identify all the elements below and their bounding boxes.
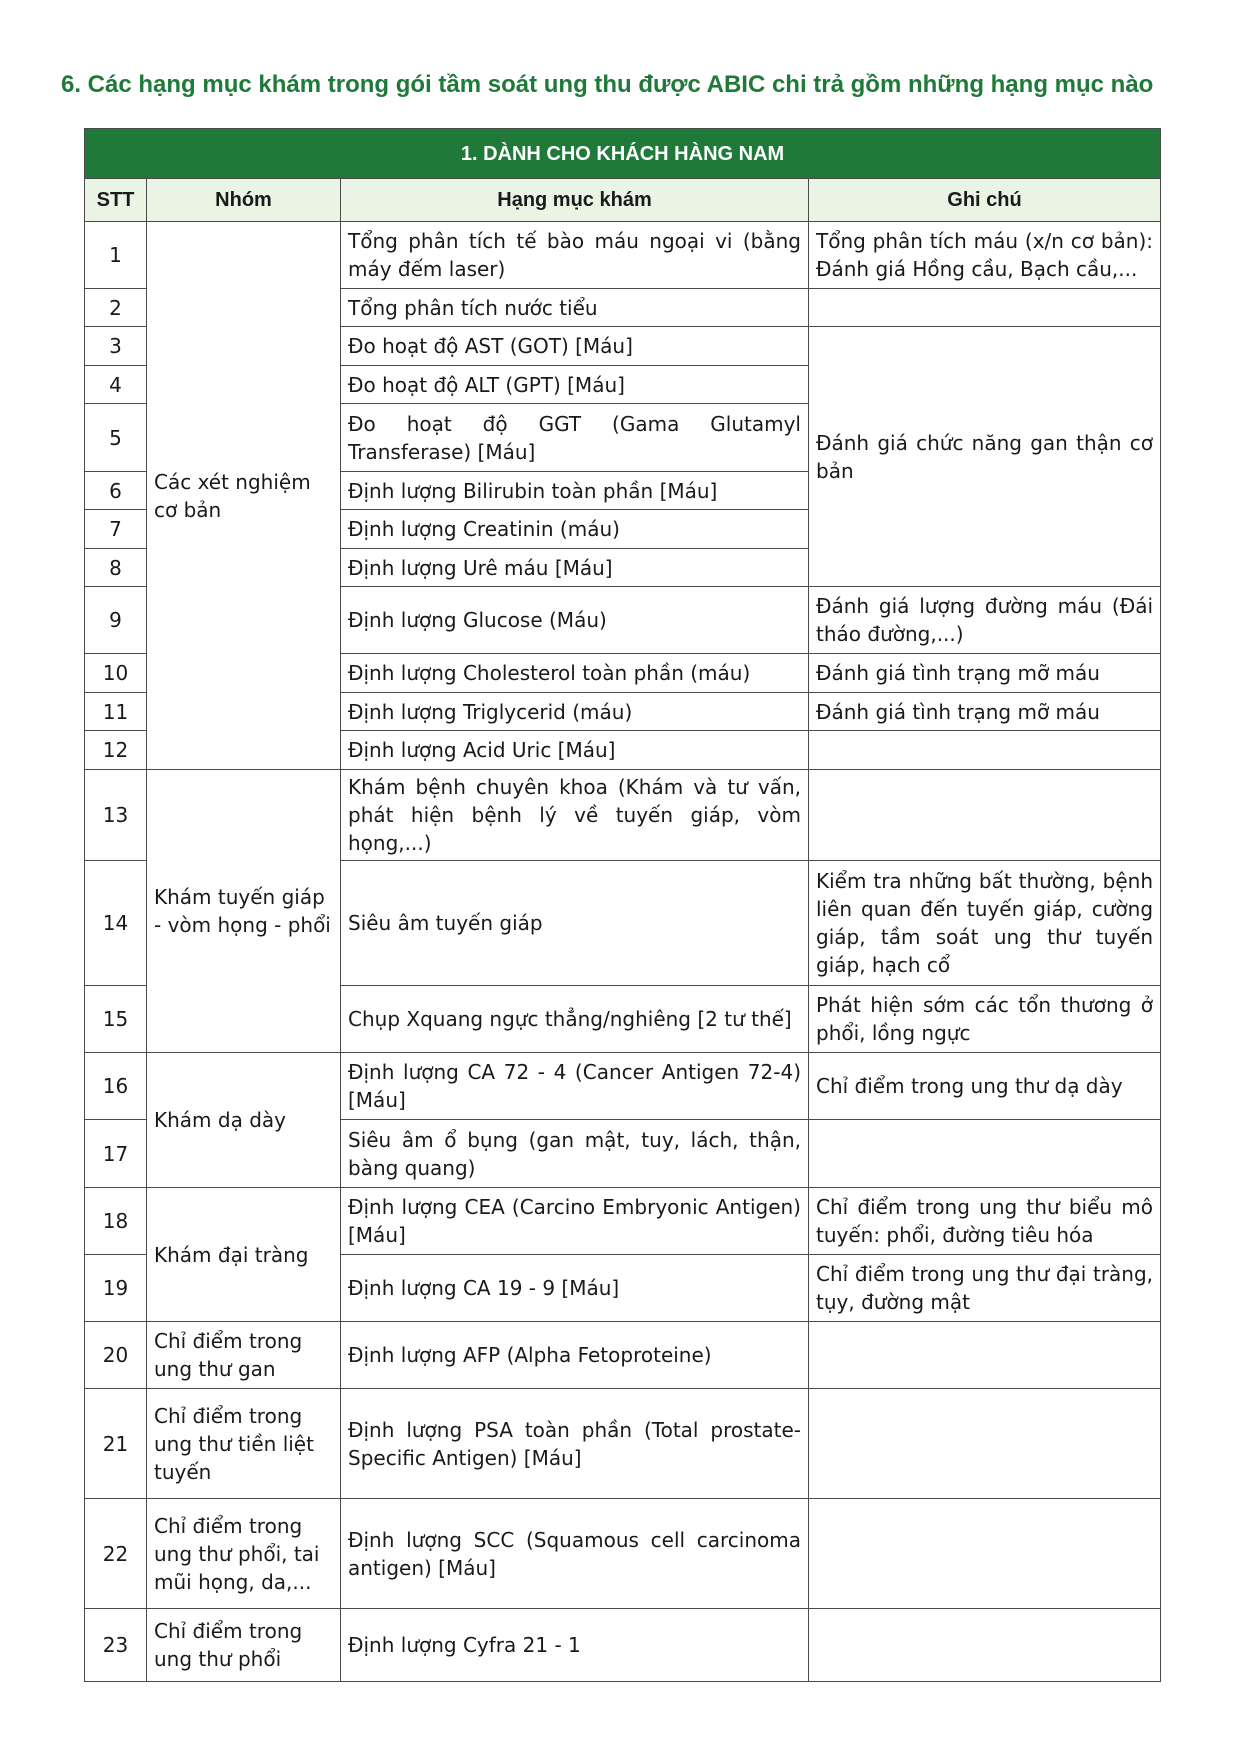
exam-items-table — [84, 128, 1161, 1682]
row-number: 5 — [85, 404, 147, 472]
row-number: 11 — [85, 693, 147, 731]
row-number: 13 — [85, 770, 147, 861]
exam-item: Siêu âm tuyến giáp — [341, 861, 809, 986]
table-banner-row — [85, 129, 1161, 179]
exam-item: Đo hoạt độ ALT (GPT) [Máu] — [341, 366, 809, 404]
row-number: 22 — [85, 1499, 147, 1609]
note-cell: Đánh giá chức năng gan thận cơ bản — [809, 327, 1161, 587]
exam-item: Định lượng Acid Uric [Máu] — [341, 731, 809, 770]
column-header-row — [85, 179, 1161, 222]
row-number: 1 — [85, 222, 147, 289]
note-cell: Chỉ điểm trong ung thư đại tràng, tụy, đường mật — [809, 1255, 1161, 1322]
exam-item: Đo hoạt độ AST (GOT) [Máu] — [341, 327, 809, 366]
exam-item: Chụp Xquang ngực thẳng/nghiêng [2 tư thế] — [341, 986, 809, 1053]
exam-item: Tổng phân tích nước tiểu — [341, 289, 809, 327]
exam-item: Định lượng Cholesterol toàn phần (máu) — [341, 654, 809, 693]
table-row — [85, 222, 1161, 289]
table-row — [85, 1609, 1161, 1682]
row-number: 16 — [85, 1053, 147, 1120]
exam-item: Định lượng SCC (Squamous cell carcinoma antigen) [Máu] — [341, 1499, 809, 1609]
row-number: 4 — [85, 366, 147, 404]
column-header-stt: STT — [85, 179, 147, 222]
row-number: 19 — [85, 1255, 147, 1322]
exam-item: Tổng phân tích tế bào máu ngoại vi (bằng máy đếm laser) — [341, 222, 809, 289]
note-cell: Kiểm tra những bất thường, bệnh liên quan đến tuyến giáp, cường giáp, tầm soát ung thư tuyến giáp, hạch cổ — [809, 861, 1161, 986]
note-cell — [809, 1609, 1161, 1682]
exam-item: Siêu âm ổ bụng (gan mật, tuy, lách, thận, bàng quang) — [341, 1120, 809, 1188]
row-number: 8 — [85, 549, 147, 587]
note-cell: Đánh giá tình trạng mỡ máu — [809, 654, 1161, 693]
row-number: 10 — [85, 654, 147, 693]
exam-item: Định lượng Cyfra 21 - 1 — [341, 1609, 809, 1682]
row-number: 6 — [85, 472, 147, 510]
section-heading: 6. Các hạng mục khám trong gói tầm soát ung thu được ABIC chi trả gồm những hạng mục nào — [61, 71, 1154, 98]
row-number: 3 — [85, 327, 147, 366]
note-cell — [809, 1499, 1161, 1609]
exam-item: Định lượng Creatinin (máu) — [341, 510, 809, 549]
note-cell: Chỉ điểm trong ung thư dạ dày — [809, 1053, 1161, 1120]
table-row — [85, 1389, 1161, 1499]
group-cell: Khám dạ dày — [147, 1053, 341, 1188]
row-number: 21 — [85, 1389, 147, 1499]
row-number: 23 — [85, 1609, 147, 1682]
table-row — [85, 770, 1161, 861]
group-cell: Chỉ điểm trong ung thư phổi, tai mũi họng, da,... — [147, 1499, 341, 1609]
row-number: 15 — [85, 986, 147, 1053]
row-number: 9 — [85, 587, 147, 654]
column-header-item: Hạng mục khám — [341, 179, 809, 222]
exam-item: Định lượng Glucose (Máu) — [341, 587, 809, 654]
note-cell: Đánh giá tình trạng mỡ máu — [809, 693, 1161, 731]
exam-item: Định lượng Urê máu [Máu] — [341, 549, 809, 587]
row-number: 17 — [85, 1120, 147, 1188]
note-cell — [809, 1389, 1161, 1499]
group-cell: Khám tuyến giáp - vòm họng - phổi — [147, 770, 341, 1053]
note-cell — [809, 731, 1161, 770]
group-cell: Khám đại tràng — [147, 1188, 341, 1322]
exam-item: Định lượng PSA toàn phần (Total prostate-Specific Antigen) [Máu] — [341, 1389, 809, 1499]
column-header-note: Ghi chú — [809, 179, 1161, 222]
note-cell — [809, 289, 1161, 327]
exam-item: Định lượng CEA (Carcino Embryonic Antigen) [Máu] — [341, 1188, 809, 1255]
note-cell — [809, 1322, 1161, 1389]
note-cell: Phát hiện sớm các tổn thương ở phổi, lồng ngực — [809, 986, 1161, 1053]
row-number: 18 — [85, 1188, 147, 1255]
exam-item: Định lượng CA 19 - 9 [Máu] — [341, 1255, 809, 1322]
exam-item: Đo hoạt độ GGT (Gama Glutamyl Transferase) [Máu] — [341, 404, 809, 472]
group-cell: Chỉ điểm trong ung thư tiền liệt tuyến — [147, 1389, 341, 1499]
exam-item: Định lượng CA 72 - 4 (Cancer Antigen 72-4) [Máu] — [341, 1053, 809, 1120]
row-number: 7 — [85, 510, 147, 549]
group-cell: Chỉ điểm trong ung thư phổi — [147, 1609, 341, 1682]
note-cell: Tổng phân tích máu (x/n cơ bản): Đánh giá Hồng cầu, Bạch cầu,... — [809, 222, 1161, 289]
row-number: 2 — [85, 289, 147, 327]
table-row — [85, 1499, 1161, 1609]
column-header-group: Nhóm — [147, 179, 341, 222]
table-banner: 1. DÀNH CHO KHÁCH HÀNG NAM — [85, 129, 1161, 179]
note-cell — [809, 770, 1161, 861]
exam-item: Định lượng AFP (Alpha Fetoproteine) — [341, 1322, 809, 1389]
exam-item: Khám bệnh chuyên khoa (Khám và tư vấn, phát hiện bệnh lý về tuyến giáp, vòm họng,...) — [341, 770, 809, 861]
table-row — [85, 1053, 1161, 1120]
note-cell — [809, 1120, 1161, 1188]
note-cell: Chỉ điểm trong ung thư biểu mô tuyến: phổi, đường tiêu hóa — [809, 1188, 1161, 1255]
row-number: 14 — [85, 861, 147, 986]
note-cell: Đánh giá lượng đường máu (Đái tháo đường,...) — [809, 587, 1161, 654]
row-number: 12 — [85, 731, 147, 770]
table-row — [85, 1322, 1161, 1389]
group-cell: Các xét nghiệm cơ bản — [147, 222, 341, 770]
exam-item: Định lượng Triglycerid (máu) — [341, 693, 809, 731]
row-number: 20 — [85, 1322, 147, 1389]
table-row — [85, 1188, 1161, 1255]
group-cell: Chỉ điểm trong ung thư gan — [147, 1322, 341, 1389]
exam-item: Định lượng Bilirubin toàn phần [Máu] — [341, 472, 809, 510]
